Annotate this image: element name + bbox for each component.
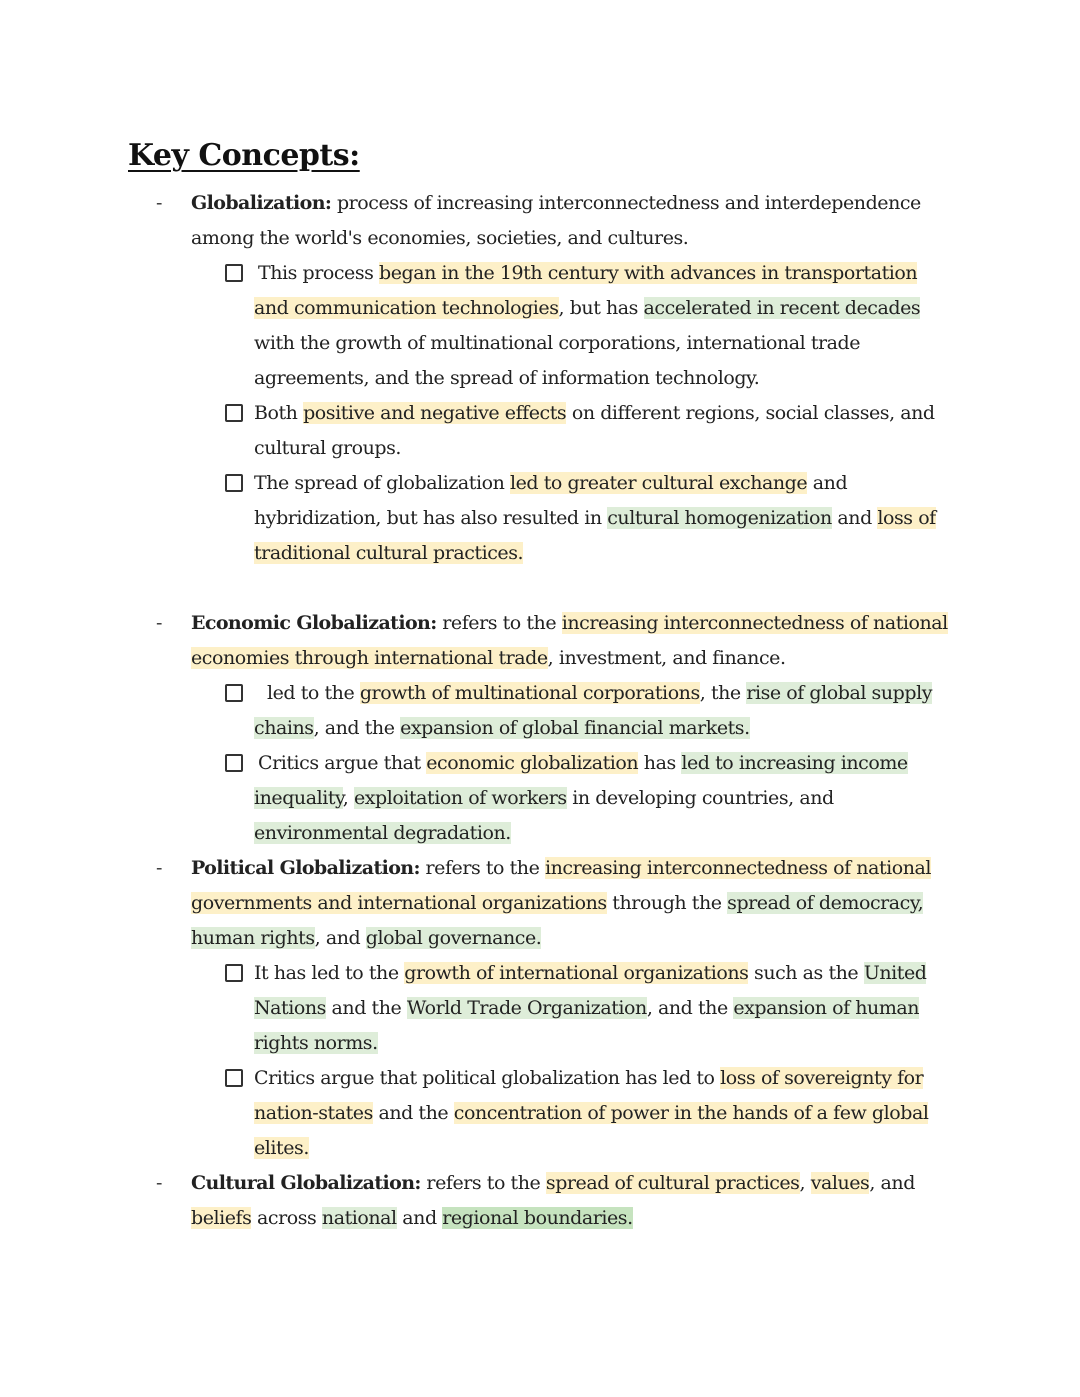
list-item-cont: agreements, and the spread of information technology. [254, 367, 760, 389]
list-item-cont: nation-states and the concentration of power in the hands of a few global [254, 1102, 929, 1124]
list-item-cont: elites. [254, 1137, 309, 1159]
section-cultural-definition-cont: beliefs across national and regional boundaries. [191, 1207, 633, 1229]
list-item: This process began in the 19th century with advances in transportation [258, 262, 918, 284]
section-political-definition-cont: human rights, and global governance. [191, 927, 542, 949]
section-economic-definition-cont: economies through international trade, investment, and finance. [191, 647, 786, 669]
checkbox[interactable] [225, 754, 243, 772]
bullet-dash: - [156, 1172, 163, 1194]
bullet-dash: - [156, 612, 163, 634]
list-item: Both positive and negative effects on different regions, social classes, and [254, 402, 935, 424]
list-item-cont: cultural groups. [254, 437, 402, 459]
list-item: It has led to the growth of international organizations such as the United [254, 962, 927, 984]
list-item: The spread of globalization led to greater cultural exchange and [254, 472, 848, 494]
bullet-dash: - [156, 857, 163, 879]
list-item: Critics argue that political globalization has led to loss of sovereignty for [254, 1067, 924, 1089]
list-item-cont: and communication technologies, but has accelerated in recent decades [254, 297, 921, 319]
list-item-cont: with the growth of multinational corporations, international trade [254, 332, 861, 354]
section-political-definition-cont: governments and international organizations through the spread of democracy, [191, 892, 924, 914]
checkbox[interactable] [225, 474, 243, 492]
list-item: led to the growth of multinational corporations, the rise of global supply [267, 682, 932, 704]
checkbox[interactable] [225, 264, 243, 282]
list-item-cont: rights norms. [254, 1032, 378, 1054]
checkbox[interactable] [225, 1069, 243, 1087]
list-item-cont: traditional cultural practices. [254, 542, 524, 564]
list-item-cont: Nations and the World Trade Organization, and the expansion of human [254, 997, 920, 1019]
bullet-dash: - [156, 192, 163, 214]
list-item-cont: inequality, exploitation of workers in developing countries, and [254, 787, 834, 809]
list-item-cont: hybridization, but has also resulted in cultural homogenization and loss of [254, 507, 936, 529]
checkbox[interactable] [225, 964, 243, 982]
page-title: Key Concepts: [128, 138, 360, 173]
list-item-cont: environmental degradation. [254, 822, 511, 844]
section-economic-definition: Economic Globalization: refers to the increasing interconnectedness of national [191, 612, 948, 634]
checkbox[interactable] [225, 684, 243, 702]
section-globalization-definition: Globalization: process of increasing interconnectedness and interdependence [191, 192, 921, 214]
section-political-definition: Political Globalization: refers to the increasing interconnectedness of national [191, 857, 932, 879]
section-globalization-definition-cont: among the world's economies, societies, and cultures. [191, 227, 689, 249]
checkbox[interactable] [225, 404, 243, 422]
list-item: Critics argue that economic globalization has led to increasing income [258, 752, 908, 774]
list-item-cont: chains, and the expansion of global financial markets. [254, 717, 750, 739]
section-cultural-definition: Cultural Globalization: refers to the spread of cultural practices, values, and [191, 1172, 915, 1194]
